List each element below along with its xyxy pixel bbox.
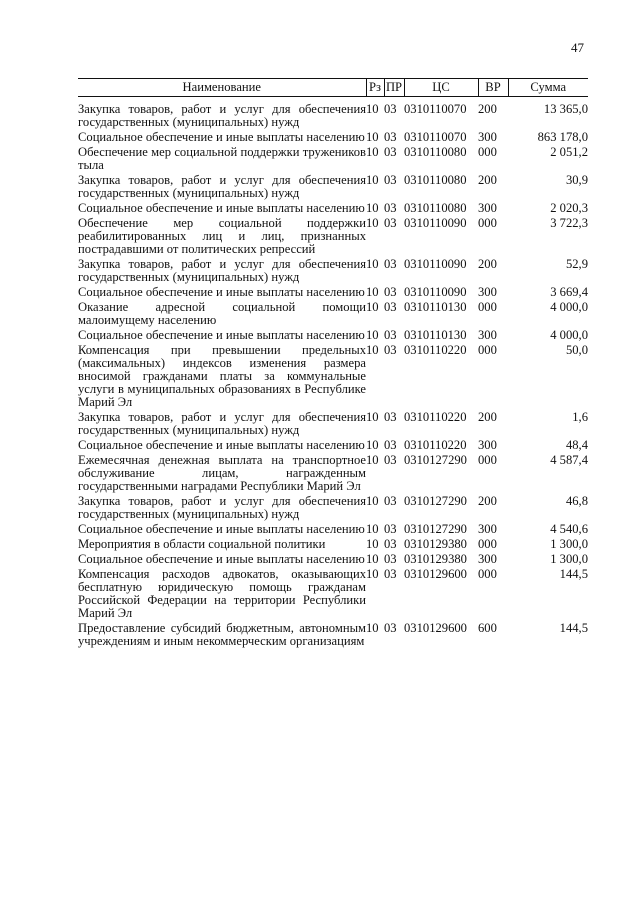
cell-name: Оказание адресной социальной помощи малоимущему населению (78, 300, 366, 328)
header-vr: ВР (478, 79, 508, 97)
cell-vr: 200 (478, 102, 497, 116)
cell-vr: 000 (478, 343, 497, 358)
cell-cs: 0310110090 (404, 285, 467, 300)
cell-cs: 0310110070 (404, 129, 467, 144)
table-row (78, 344, 588, 410)
cell-pr: 03 (384, 343, 397, 358)
page-number: 47 (571, 40, 584, 55)
cell-pr: 03 (384, 437, 397, 452)
cell-name: Социальное обеспечение и иные выплаты населению (78, 328, 365, 343)
cell-pr: 03 (384, 453, 397, 467)
cell-rz: 10 (366, 216, 379, 231)
cell-cs: 0310110130 (404, 300, 467, 315)
cell-sum: 2 051,2 (550, 145, 588, 160)
cell-cs: 0310110090 (404, 216, 467, 231)
cell-sum: 50,0 (565, 343, 588, 358)
cell-pr: 03 (384, 102, 397, 116)
cell-rz: 10 (366, 201, 379, 216)
table-row (78, 146, 588, 174)
cell-pr: 03 (384, 552, 397, 567)
table-row (78, 103, 588, 131)
cell-cs: 0310110220 (404, 437, 467, 452)
cell-pr: 03 (384, 201, 397, 216)
cell-cs: 0310110080 (404, 173, 467, 188)
budget-table (78, 78, 588, 650)
table-row (78, 258, 588, 286)
cell-name: Компенсация расходов адвокатов, оказывающих бесплатную юридическую помощь гражданам Российской Федерации на территории Республики Марий Эл (78, 567, 366, 620)
cell-sum: 3 722,3 (550, 216, 588, 231)
cell-rz: 10 (366, 257, 379, 272)
table-row (78, 495, 588, 523)
cell-name: Мероприятия в области социальной политики (78, 536, 326, 551)
cell-cs: 0310129600 (404, 567, 467, 582)
cell-cs: 0310110090 (404, 257, 467, 272)
cell-pr: 03 (384, 129, 397, 144)
cell-rz: 10 (366, 102, 379, 116)
cell-vr: 300 (478, 328, 497, 343)
cell-name: Социальное обеспечение и иные выплаты населению (78, 437, 365, 452)
cell-vr: 300 (478, 437, 497, 452)
header-pr: ПР (384, 79, 404, 97)
cell-name: Предоставление субсидий бюджетным, автономным учреждениям и иным некоммерческим организациям (78, 620, 366, 648)
cell-rz: 10 (366, 328, 379, 343)
cell-rz: 10 (366, 285, 379, 300)
cell-sum: 863 178,0 (537, 129, 588, 144)
cell-cs: 0310110220 (404, 409, 467, 424)
cell-name: Социальное обеспечение и иные выплаты населению (78, 521, 365, 536)
table-row (78, 538, 588, 553)
cell-sum: 2 020,3 (550, 201, 588, 216)
table-row (78, 286, 588, 301)
table-row (78, 454, 588, 495)
cell-name: Закупка товаров, работ и услуг для обеспечения государственных (муниципальных) нужд (78, 102, 366, 129)
cell-rz: 10 (366, 567, 379, 582)
cell-vr: 000 (478, 536, 497, 551)
cell-pr: 03 (384, 409, 397, 424)
cell-pr: 03 (384, 493, 397, 508)
cell-rz: 10 (366, 343, 379, 358)
table-row (78, 439, 588, 454)
cell-sum: 4 587,4 (550, 453, 588, 467)
cell-vr: 200 (478, 257, 497, 272)
cell-vr: 200 (478, 493, 497, 508)
cell-sum: 144,5 (559, 567, 588, 582)
cell-pr: 03 (384, 257, 397, 272)
table-row (78, 329, 588, 344)
cell-rz: 10 (366, 453, 379, 467)
cell-cs: 0310127290 (404, 493, 467, 508)
cell-sum: 52,9 (565, 257, 588, 272)
cell-name: Ежемесячная денежная выплата на транспортное обслуживание лицам, награжденным государственными наградами Республики Марий Эл (78, 453, 366, 493)
cell-name: Социальное обеспечение и иные выплаты населению (78, 201, 365, 216)
cell-rz: 10 (366, 437, 379, 452)
cell-pr: 03 (384, 145, 397, 160)
cell-vr: 000 (478, 145, 497, 160)
cell-rz: 10 (366, 536, 379, 551)
cell-name: Закупка товаров, работ и услуг для обеспечения государственных (муниципальных) нужд (78, 173, 366, 200)
cell-cs: 0310127290 (404, 521, 467, 536)
cell-rz: 10 (366, 145, 379, 160)
cell-sum: 144,5 (559, 620, 588, 635)
cell-sum: 13 365,0 (543, 102, 588, 116)
table-row (78, 174, 588, 202)
cell-vr: 200 (478, 409, 497, 424)
table-row (78, 131, 588, 146)
cell-rz: 10 (366, 620, 379, 635)
cell-vr: 000 (478, 216, 497, 231)
cell-sum: 4 000,0 (550, 300, 588, 315)
table-row (78, 553, 588, 568)
cell-rz: 10 (366, 173, 379, 188)
cell-rz: 10 (366, 409, 379, 424)
cell-cs: 0310110080 (404, 145, 467, 160)
cell-sum: 30,9 (565, 173, 588, 188)
cell-vr: 000 (478, 453, 497, 467)
cell-rz: 10 (366, 493, 379, 508)
cell-pr: 03 (384, 620, 397, 635)
cell-rz: 10 (366, 129, 379, 144)
cell-vr: 300 (478, 285, 497, 300)
cell-pr: 03 (384, 216, 397, 231)
cell-cs: 0310110220 (404, 343, 467, 358)
cell-name: Закупка товаров, работ и услуг для обеспечения государственных (муниципальных) нужд (78, 493, 366, 521)
table-row (78, 568, 588, 622)
cell-sum: 4 000,0 (550, 328, 588, 343)
cell-vr: 000 (478, 300, 497, 315)
cell-sum: 1 300,0 (550, 536, 588, 551)
header-sum: Сумма (508, 79, 588, 97)
cell-vr: 000 (478, 567, 497, 582)
cell-cs: 0310110130 (404, 328, 467, 343)
cell-vr: 600 (478, 620, 497, 635)
cell-sum: 46,8 (565, 493, 588, 508)
cell-pr: 03 (384, 521, 397, 536)
table-row (78, 217, 588, 258)
table-row (78, 301, 588, 329)
header-rz: Рз (366, 79, 384, 97)
cell-cs: 0310129380 (404, 552, 467, 567)
cell-cs: 0310129600 (404, 620, 467, 635)
cell-sum: 4 540,6 (550, 521, 588, 536)
cell-rz: 10 (366, 552, 379, 567)
cell-name: Закупка товаров, работ и услуг для обеспечения государственных (муниципальных) нужд (78, 257, 366, 284)
table-row (78, 523, 588, 538)
cell-cs: 0310127290 (404, 453, 467, 467)
cell-vr: 300 (478, 129, 497, 144)
cell-cs: 0310129380 (404, 536, 467, 551)
cell-cs: 0310110080 (404, 201, 467, 216)
cell-rz: 10 (366, 300, 379, 315)
header-cs: ЦС (404, 79, 478, 97)
table-row (78, 622, 588, 650)
cell-name: Социальное обеспечение и иные выплаты населению (78, 285, 365, 300)
cell-cs: 0310110070 (404, 102, 467, 116)
cell-name: Социальное обеспечение и иные выплаты населению (78, 552, 365, 567)
table-header-row (78, 79, 588, 97)
cell-vr: 300 (478, 552, 497, 567)
cell-vr: 300 (478, 521, 497, 536)
table-body (78, 97, 588, 650)
cell-name: Обеспечение мер социальной поддержки тружеников тыла (78, 145, 366, 172)
cell-rz: 10 (366, 521, 379, 536)
cell-pr: 03 (384, 536, 397, 551)
cell-pr: 03 (384, 328, 397, 343)
cell-name: Социальное обеспечение и иные выплаты населению (78, 129, 365, 144)
cell-sum: 48,4 (565, 437, 588, 452)
cell-name: Компенсация при превышении предельных (максимальных) индексов изменения размера вносимой гражданами платы за коммунальные услуги в муниципальных образованиях в Республике Марий Эл (78, 343, 366, 409)
cell-vr: 200 (478, 173, 497, 188)
cell-sum: 1,6 (572, 409, 588, 424)
table-row (78, 411, 588, 439)
cell-name: Закупка товаров, работ и услуг для обеспечения государственных (муниципальных) нужд (78, 409, 366, 437)
cell-vr: 300 (478, 201, 497, 216)
cell-sum: 1 300,0 (550, 552, 588, 567)
cell-pr: 03 (384, 285, 397, 300)
cell-pr: 03 (384, 300, 397, 315)
cell-sum: 3 669,4 (550, 285, 588, 300)
table-row (78, 202, 588, 217)
cell-pr: 03 (384, 173, 397, 188)
cell-name: Обеспечение мер социальной поддержки реабилитированных лиц и лиц, признанных пострадавшими от политических репрессий (78, 216, 366, 256)
header-name: Наименование (78, 79, 366, 97)
cell-pr: 03 (384, 567, 397, 582)
